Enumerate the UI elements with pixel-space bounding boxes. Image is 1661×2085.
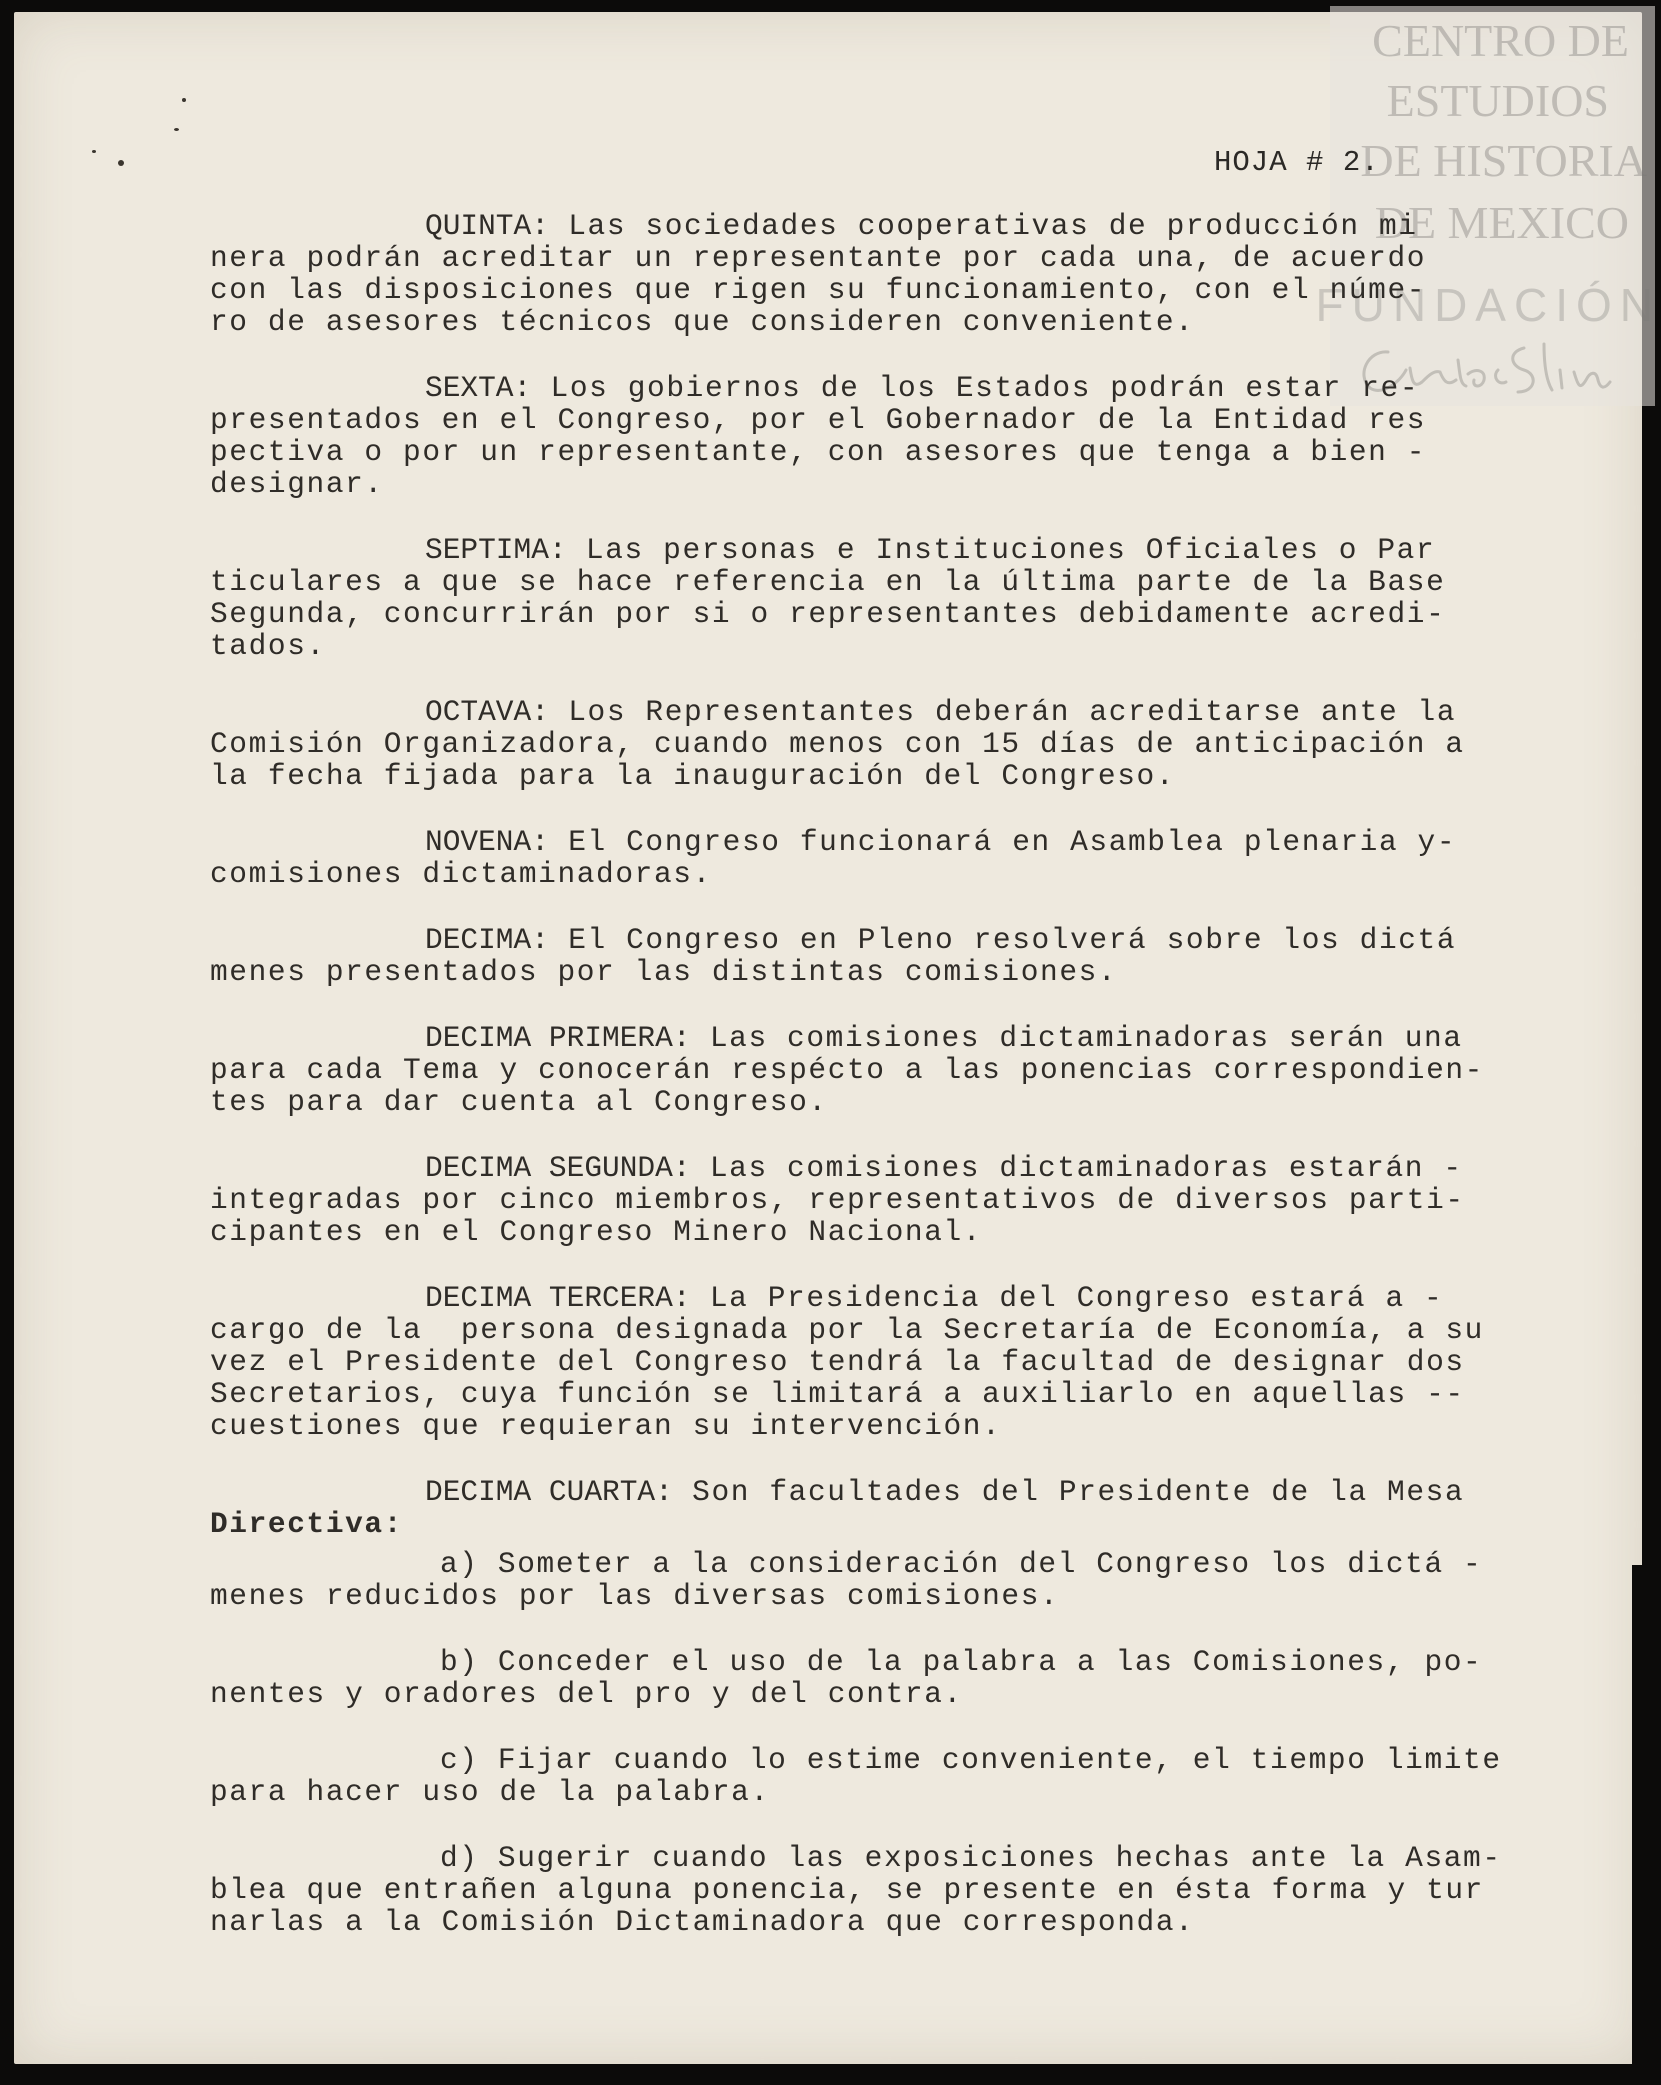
clause-line: cuestiones que requieran su intervención. xyxy=(210,1409,1002,1443)
watermark-foundation: FUNDACIÓN xyxy=(1315,279,1661,331)
clause-label: DECIMA TERCERA: xyxy=(425,1281,691,1315)
clause-sexta: SEXTA: Los gobiernos de los Estados podrán estar re- presentados en el Congreso, por el Gobernador de la Entidad res pectiva o por un representante, con asesores que tenga a bien - designar. xyxy=(210,372,1500,500)
clause-label: DECIMA: xyxy=(425,923,549,957)
clause-label: QUINTA: xyxy=(425,209,549,243)
watermark-line-3: DE HISTORIA xyxy=(1360,135,1647,186)
clause-label: SEPTIMA: xyxy=(425,533,567,567)
item-line: a) Someter a la consideración del Congreso los dictá - xyxy=(440,1547,1483,1581)
paper-notch xyxy=(1632,1565,1661,2085)
item-line: narlas a la Comisión Dictaminadora que corresponda. xyxy=(210,1905,1195,1939)
clause-line: presentados en el Congreso, por el Gobernador de la Entidad res xyxy=(210,403,1427,437)
clause-label: DECIMA CUARTA: xyxy=(425,1475,673,1509)
clause-line: para cada Tema y conocerán respécto a las ponencias correspondien- xyxy=(210,1053,1484,1087)
item-d xyxy=(210,1842,1500,1938)
clause-line: Segunda, concurrirán por si o representantes debidamente acredi- xyxy=(210,597,1446,631)
watermark-line-4: DE MEXICO xyxy=(1374,197,1629,248)
clause-line: cargo de la persona designada por la Secretaría de Economía, a su xyxy=(210,1313,1484,1347)
clause-novena: NOVENA: El Congreso funcionará en Asamblea plenaria y- comisiones dictaminadoras. xyxy=(210,826,1500,890)
clause-line: la fecha fijada para la inauguración del Congreso. xyxy=(210,759,1176,793)
sheet-number: HOJA # 2. xyxy=(1214,146,1380,179)
clause-line: cipantes en el Congreso Minero Nacional. xyxy=(210,1215,983,1249)
clause-line: ticulares a que se hace referencia en la última parte de la Base xyxy=(210,565,1446,599)
item-line: nentes y oradores del pro y del contra. xyxy=(210,1677,963,1711)
item-line: d) Sugerir cuando las exposiciones hechas ante la Asam- xyxy=(440,1841,1502,1875)
watermark-line-2: ESTUDIOS xyxy=(1386,75,1609,126)
clause-decima-tercera: DECIMA TERCERA: La Presidencia del Congreso estará a - cargo de la persona designada por la Secretaría de Economía, a su vez el Presidente del Congreso tendrá la facultad de designar dos Secretarios, cuya función se limitará a auxiliarlo en aquellas -- cuestiones que requieran su intervención. xyxy=(210,1282,1500,1442)
clause-decima-cuarta: DECIMA CUARTA: Son facultades del Presidente de la Mesa Directiva: xyxy=(210,1476,1500,1540)
clause-decima-primera: DECIMA PRIMERA: Las comisiones dictaminadoras serán una para cada Tema y conocerán respécto a las ponencias correspondien- tes para dar cuenta al Congreso. xyxy=(210,1022,1500,1118)
clause-decima: DECIMA: El Congreso en Pleno resolverá sobre los dictá menes presentados por las distintas comisiones. xyxy=(210,924,1500,988)
item-line: c) Fijar cuando lo estime conveniente, el tiempo limite xyxy=(440,1743,1502,1777)
item-line: b) Conceder el uso de la palabra a las Comisiones, po- xyxy=(440,1645,1483,1679)
clause-line: Directiva: xyxy=(210,1507,404,1541)
clause-septima: SEPTIMA: Las personas e Instituciones Oficiales o Par ticulares a que se hace referencia en la última parte de la Base Segunda, concurrirán por si o representantes debidamente acredi- tados. xyxy=(210,534,1500,662)
clause-line: Secretarios, cuya función se limitará a auxiliarlo en aquellas -- xyxy=(210,1377,1465,1411)
clause-line: designar. xyxy=(210,467,384,501)
clause-label: NOVENA: xyxy=(425,825,549,859)
item-line: para hacer uso de la palabra. xyxy=(210,1775,770,1809)
item-line: menes reducidos por las diversas comisiones. xyxy=(210,1579,1060,1613)
item-a xyxy=(210,1548,1500,1612)
clause-label: SEXTA: xyxy=(425,371,532,405)
clause-line: integradas por cinco miembros, representativos de diversos parti- xyxy=(210,1183,1465,1217)
clause-octava: OCTAVA: Los Representantes deberán acreditarse ante la Comisión Organizadora, cuando menos con 15 días de anticipación a la fecha fijada para la inauguración del Congreso. xyxy=(210,696,1500,792)
clause-line: Comisión Organizadora, cuando menos con 15 días de anticipación a xyxy=(210,727,1465,761)
clause-line: tados. xyxy=(210,629,326,663)
clause-label: OCTAVA: xyxy=(425,695,549,729)
clause-line: pectiva o por un representante, con asesores que tenga a bien - xyxy=(210,435,1427,469)
item-b xyxy=(210,1646,1500,1710)
watermark-line-1: CENTRO DE xyxy=(1372,15,1629,66)
clause-line: tes para dar cuenta al Congreso. xyxy=(210,1085,828,1119)
clause-line: vez el Presidente del Congreso tendrá la facultad de designar dos xyxy=(210,1345,1465,1379)
clause-line: con las disposiciones que rigen su funcionamiento, con el núme- xyxy=(210,273,1427,307)
clause-line: ro de asesores técnicos que consideren conveniente. xyxy=(210,305,1195,339)
clause-decima-segunda: DECIMA SEGUNDA: Las comisiones dictaminadoras estarán - integradas por cinco miembros, representativos de diversos parti- cipantes en el Congreso Minero Nacional. xyxy=(210,1152,1500,1248)
clause-label: DECIMA SEGUNDA: xyxy=(425,1151,691,1185)
clause-label: DECIMA PRIMERA: xyxy=(425,1021,691,1055)
clause-line: comisiones dictaminadoras. xyxy=(210,857,712,891)
clause-line: nera podrán acreditar un representante por cada una, de acuerdo xyxy=(210,241,1427,275)
item-c xyxy=(210,1744,1500,1808)
clause-quinta: QUINTA: Las sociedades cooperativas de producción mi nera podrán acreditar un representante por cada una, de acuerdo con las disposiciones que rigen su funcionamiento, con el núme- ro de asesores técnicos que consideren conveniente. xyxy=(210,210,1500,338)
clause-line: menes presentados por las distintas comisiones. xyxy=(210,955,1118,989)
document-body xyxy=(210,210,1500,1972)
item-line: blea que entrañen alguna ponencia, se presente en ésta forma y tur xyxy=(210,1873,1484,1907)
